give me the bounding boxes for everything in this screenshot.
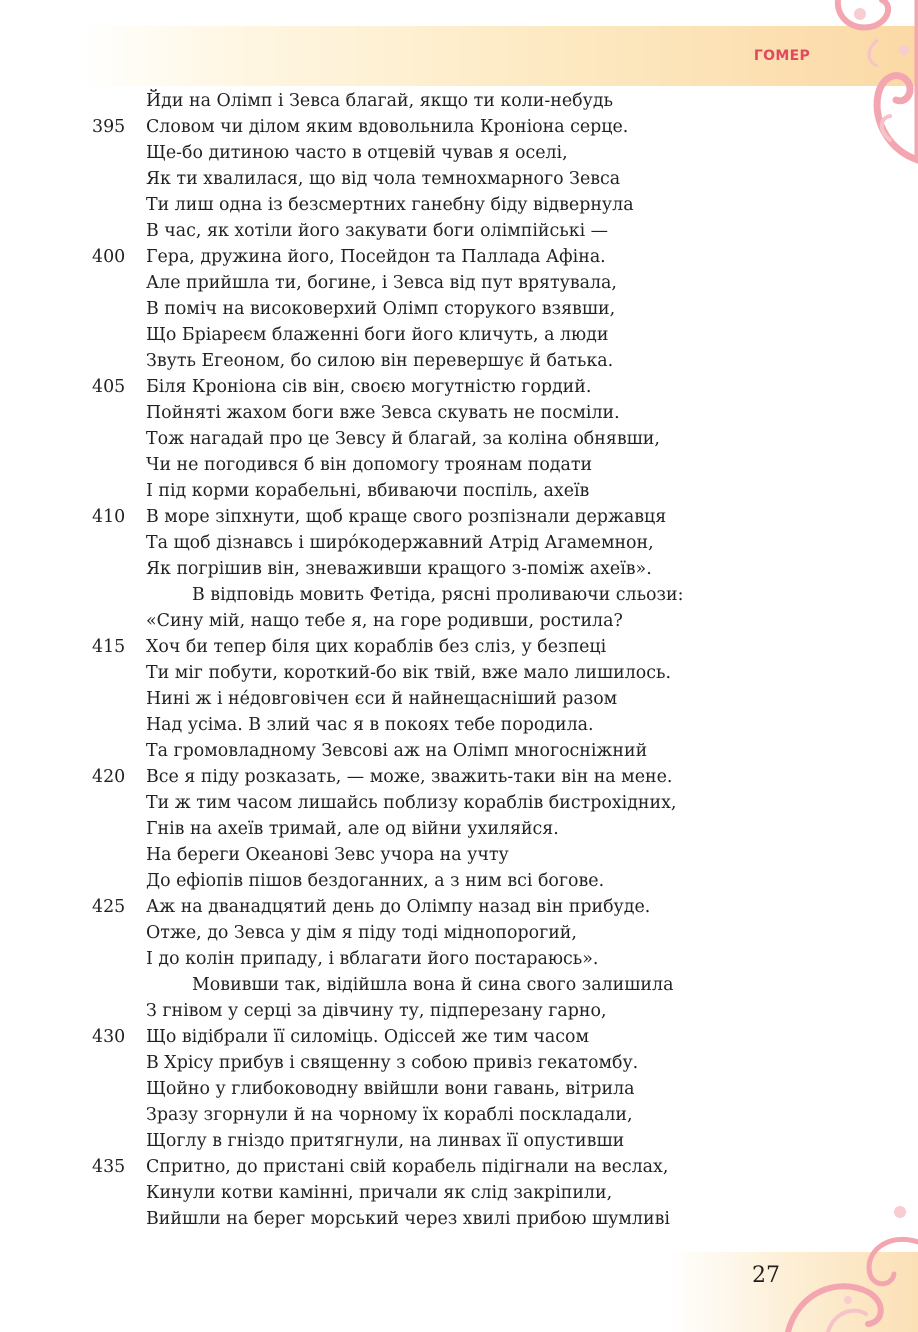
poem-line xyxy=(0,738,918,764)
line-text: Гера, дружина його, Посейдон та Паллада Афіна. xyxy=(146,247,606,267)
line-text: Тож нагадай про це Зевсу й благай, за коліна обнявши, xyxy=(146,429,660,449)
poem-line xyxy=(0,192,918,218)
line-text: В поміч на високоверхий Олімп сторукого взявши, xyxy=(146,299,616,319)
line-text: На береги Океанові Зевс учора на учту xyxy=(146,845,509,865)
poem-line xyxy=(0,920,918,946)
poem-line xyxy=(0,1154,918,1180)
line-text: Нині ж і не́довговічен єси й найнещасніший разом xyxy=(146,689,618,709)
line-number: 405 xyxy=(92,377,126,397)
poem-line xyxy=(0,556,918,582)
line-number: 420 xyxy=(92,767,126,787)
poem-line xyxy=(0,712,918,738)
poem-line xyxy=(0,582,918,608)
poem-line xyxy=(0,816,918,842)
line-text: Зразу згорнули й на чорному їх кораблі поскладали, xyxy=(146,1105,633,1125)
line-text: Вийшли на берег морський через хвилі прибою шумливі xyxy=(146,1209,670,1229)
line-text: Спритно, до пристані свій корабель підігнали на веслах, xyxy=(146,1157,669,1177)
poem-line xyxy=(0,842,918,868)
poem-line xyxy=(0,998,918,1024)
poem-line xyxy=(0,530,918,556)
poem-line xyxy=(0,322,918,348)
line-text: Ти ж тим часом лишайсь поблизу кораблів бистрохідних, xyxy=(146,793,677,813)
line-text: Пойняті жахом боги вже Зевса скувать не посміли. xyxy=(146,403,620,423)
line-text: Що Бріареєм блаженні боги його кличуть, а люди xyxy=(146,325,609,345)
poem-line xyxy=(0,868,918,894)
line-text: Хоч би тепер біля цих кораблів без сліз, у безпеці xyxy=(146,637,607,657)
poem-line xyxy=(0,894,918,920)
poem-line xyxy=(0,686,918,712)
poem-line xyxy=(0,296,918,322)
poem-line xyxy=(0,452,918,478)
poem-line xyxy=(0,1050,918,1076)
poem-line xyxy=(0,400,918,426)
poem-line xyxy=(0,1024,918,1050)
line-text: Біля Кроніона сів він, своєю могутністю гордий. xyxy=(146,377,592,397)
line-text: Кинули котви камінні, причали як слід закріпили, xyxy=(146,1183,613,1203)
line-text: В відповідь мовить Фетіда, рясні проливаючи сльози: xyxy=(192,585,684,605)
poem xyxy=(0,88,918,1232)
line-text: В море зіпхнути, щоб краще свого розпізнали державця xyxy=(146,507,667,527)
poem-line xyxy=(0,790,918,816)
line-text: Щойно у глибоководну ввійшли вони гавань, вітрила xyxy=(146,1079,635,1099)
poem-line xyxy=(0,504,918,530)
ornament-bottom-decoration xyxy=(768,1182,918,1332)
header-title: ГОМЕР xyxy=(753,48,810,64)
line-text: Звуть Егеоном, бо силою він перевершує й батька. xyxy=(146,351,614,371)
line-text: Як погрішив він, зневаживши кращого з-поміж ахеїв». xyxy=(146,559,652,579)
line-number: 400 xyxy=(92,247,126,267)
poem-line xyxy=(0,1102,918,1128)
poem-line xyxy=(0,634,918,660)
poem-line xyxy=(0,374,918,400)
poem-line xyxy=(0,1076,918,1102)
line-text: Але прийшла ти, богине, і Зевса від пут врятувала, xyxy=(146,273,617,293)
poem-line xyxy=(0,478,918,504)
line-number: 425 xyxy=(92,897,126,917)
poem-line xyxy=(0,426,918,452)
line-text: Що відібрали її силоміць. Одіссей же тим часом xyxy=(146,1027,590,1047)
line-number: 415 xyxy=(92,637,126,657)
line-text: Над усіма. В злий час я в покоях тебе породила. xyxy=(146,715,594,735)
line-text: Словом чи ділом яким вдовольнила Кроніона серце. xyxy=(146,117,629,137)
line-text: Йди на Олімп і Зевса благай, якщо ти коли-небудь xyxy=(146,91,614,111)
poem-line xyxy=(0,1128,918,1154)
poem-line xyxy=(0,348,918,374)
poem-line xyxy=(0,972,918,998)
line-number: 430 xyxy=(92,1027,126,1047)
line-text: Ти лиш одна із безсмертних ганебну біду відвернула xyxy=(146,195,634,215)
line-text: З гнівом у серці за дівчину ту, підперезану гарно, xyxy=(146,1001,607,1021)
line-text: І під корми корабельні, вбиваючи поспіль, ахеїв xyxy=(146,481,590,501)
line-text: І до колін припаду, і вблагати його постараюсь». xyxy=(146,949,599,969)
line-text: Щоглу в гніздо притягнули, на линвах її опустивши xyxy=(146,1131,625,1151)
poem-line xyxy=(0,660,918,686)
poem-line xyxy=(0,114,918,140)
poem-line xyxy=(0,140,918,166)
line-text: В Хрісу прибув і священну з собою привіз гекатомбу. xyxy=(146,1053,639,1073)
poem-line xyxy=(0,88,918,114)
line-text: Та громовладному Зевсові аж на Олімп многосніжний xyxy=(146,741,648,761)
page-number: 27 xyxy=(752,1263,780,1288)
line-text: Гнів на ахеїв тримай, але од війни ухиляйся. xyxy=(146,819,559,839)
poem-line xyxy=(0,166,918,192)
line-text: Все я піду розказать, — може, зважить-таки він на мене. xyxy=(146,767,673,787)
line-text: Та щоб дізнавсь і широ́кодержавний Атрід Агамемнон, xyxy=(146,533,654,553)
line-number: 435 xyxy=(92,1157,126,1177)
poem-line xyxy=(0,608,918,634)
line-text: В час, як хотіли його закувати боги олімпійські — xyxy=(146,221,609,241)
poem-line xyxy=(0,270,918,296)
line-text: Ще-бо дитиною часто в отцевій чував я оселі, xyxy=(146,143,568,163)
poem-line xyxy=(0,946,918,972)
line-text: Ти міг побути, короткий-бо вік твій, вже мало лишилось. xyxy=(146,663,672,683)
line-text: Аж на дванадцятий день до Олімпу назад він прибуде. xyxy=(146,897,651,917)
poem-line xyxy=(0,218,918,244)
line-text: «Сину мій, нащо тебе я, на горе родивши, ростила? xyxy=(146,611,623,631)
poem-line xyxy=(0,244,918,270)
line-text: Як ти хвалилася, що від чола темнохмарного Зевса xyxy=(146,169,621,189)
line-text: До ефіопів пішов бездоганних, а з ним всі богове. xyxy=(146,871,605,891)
line-number: 395 xyxy=(92,117,126,137)
line-number: 410 xyxy=(92,507,126,527)
line-text: Чи не погодився б він допомогу троянам подати xyxy=(146,455,593,475)
poem-line xyxy=(0,764,918,790)
line-text: Мовивши так, відійшла вона й сина свого залишила xyxy=(192,975,674,995)
line-text: Отже, до Зевса у дім я піду тоді міднопорогий, xyxy=(146,923,577,943)
